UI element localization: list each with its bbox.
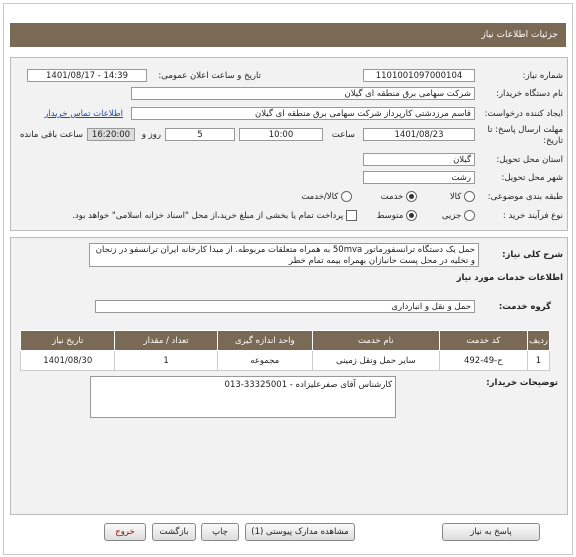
remaining-time-field: 16:20:00 bbox=[87, 128, 135, 141]
need-info-panel bbox=[10, 57, 568, 231]
col-row: ردیف bbox=[527, 331, 549, 351]
cell-need-date: 1401/08/30 bbox=[21, 351, 115, 371]
col-need-date: تاریخ نیاز bbox=[21, 331, 115, 351]
services-heading: اطلاعات خدمات مورد نیاز bbox=[456, 273, 563, 283]
back-button[interactable]: بازگشت bbox=[152, 523, 196, 541]
remaining-time-label: ساعت باقی مانده bbox=[19, 130, 83, 140]
service-group-field: حمل و نقل و انبارداری bbox=[95, 300, 475, 313]
buyer-notes-field: کارشناس آقای صفرعلیزاده - 33325001-013 bbox=[90, 376, 396, 418]
need-number-label: شماره نیاز: bbox=[522, 71, 563, 81]
col-service-code: کد خدمت bbox=[439, 331, 527, 351]
city-field: رشت bbox=[363, 171, 475, 184]
cell-unit: مجموعه bbox=[217, 351, 312, 371]
page-title: جزئیات اطلاعات نیاز bbox=[481, 30, 558, 40]
view-attachments-button[interactable]: مشاهده مدارک پیوستی (1) bbox=[245, 523, 355, 541]
process-option-medium[interactable]: متوسط bbox=[377, 210, 417, 221]
process-label: نوع فرآیند خرید : bbox=[502, 211, 563, 221]
radio-minor[interactable] bbox=[464, 210, 475, 221]
radio-service[interactable] bbox=[406, 191, 417, 202]
buyer-notes-label: توضیحات خریدار: bbox=[486, 378, 558, 388]
city-label: شهر محل تحویل: bbox=[501, 173, 563, 183]
need-number-field: 1101001097000104 bbox=[363, 69, 475, 82]
col-service-name: نام خدمت bbox=[312, 331, 439, 351]
table-header-row bbox=[21, 331, 550, 351]
category-option-goods[interactable]: کالا bbox=[450, 191, 475, 202]
category-option-goods-service[interactable]: کالا/خدمت bbox=[301, 191, 352, 202]
creator-field: قاسم مرزدشتی کارپرداز شرکت سهامی برق منطقه ای گیلان bbox=[131, 107, 475, 120]
print-button[interactable]: چاپ bbox=[201, 523, 239, 541]
radio-goods-service[interactable] bbox=[341, 191, 352, 202]
exit-button[interactable]: خروج bbox=[104, 523, 146, 541]
radio-medium[interactable] bbox=[406, 210, 417, 221]
col-quantity: تعداد / مقدار bbox=[115, 331, 217, 351]
cell-quantity: 1 bbox=[115, 351, 217, 371]
province-label: استان محل تحویل: bbox=[496, 155, 563, 165]
summary-field: حمل یک دستگاه ترانسفورماتور 50mva به همراه متعلقات مربوطه. از مبدا کارخانه ایران ترانسفو در زنجان و تخلیه در محل پست حانبازان بهمراه بیمه تمام خطر bbox=[89, 243, 479, 267]
deadline-date-field: 1401/08/23 bbox=[363, 128, 475, 141]
announce-date-label: تاریخ و ساعت اعلان عمومی: bbox=[158, 71, 261, 81]
deadline-date-label: تاریخ: bbox=[543, 136, 563, 146]
cell-service-code: ح-49-492 bbox=[439, 351, 527, 371]
buyer-contact-link[interactable]: اطلاعات تماس خریدار bbox=[44, 109, 123, 119]
services-table bbox=[20, 330, 550, 371]
province-field: گیلان bbox=[363, 153, 475, 166]
creator-label: ایجاد کننده درخواست: bbox=[484, 109, 563, 119]
category-label: طبقه بندی موضوعی: bbox=[487, 192, 563, 202]
summary-label: شرح کلی نیاز: bbox=[502, 250, 563, 260]
deadline-time-label: ساعت bbox=[331, 130, 355, 140]
announce-date-field: 1401/08/17 - 14:39 bbox=[27, 69, 147, 82]
treasury-payment-option[interactable]: پرداخت تمام یا بخشی از مبلغ خرید،از محل "اسناد خزانه اسلامی" خواهد بود. bbox=[72, 210, 357, 221]
deadline-time-field: 10:00 bbox=[239, 128, 323, 141]
days-remaining-field: 5 bbox=[165, 128, 235, 141]
reply-button[interactable]: پاسخ به نیاز bbox=[442, 523, 540, 541]
table-row bbox=[21, 351, 550, 371]
process-option-minor[interactable]: جزیی bbox=[442, 210, 475, 221]
category-option-service[interactable]: خدمت bbox=[381, 191, 417, 202]
cell-service-name: سایر حمل ونقل زمینی bbox=[312, 351, 439, 371]
treasury-checkbox[interactable] bbox=[346, 210, 357, 221]
buyer-org-field: شرکت سهامی برق منطقه ای گیلان bbox=[131, 87, 475, 100]
service-group-label: گروه خدمت: bbox=[498, 302, 551, 312]
cell-row: 1 bbox=[527, 351, 549, 371]
radio-goods[interactable] bbox=[464, 191, 475, 202]
buyer-org-label: نام دستگاه خریدار: bbox=[496, 89, 563, 99]
days-label: روز و bbox=[141, 130, 161, 140]
deadline-label: مهلت ارسال پاسخ: تا bbox=[487, 125, 563, 135]
page-header bbox=[10, 23, 566, 47]
col-unit: واحد اندازه گیری bbox=[217, 331, 312, 351]
